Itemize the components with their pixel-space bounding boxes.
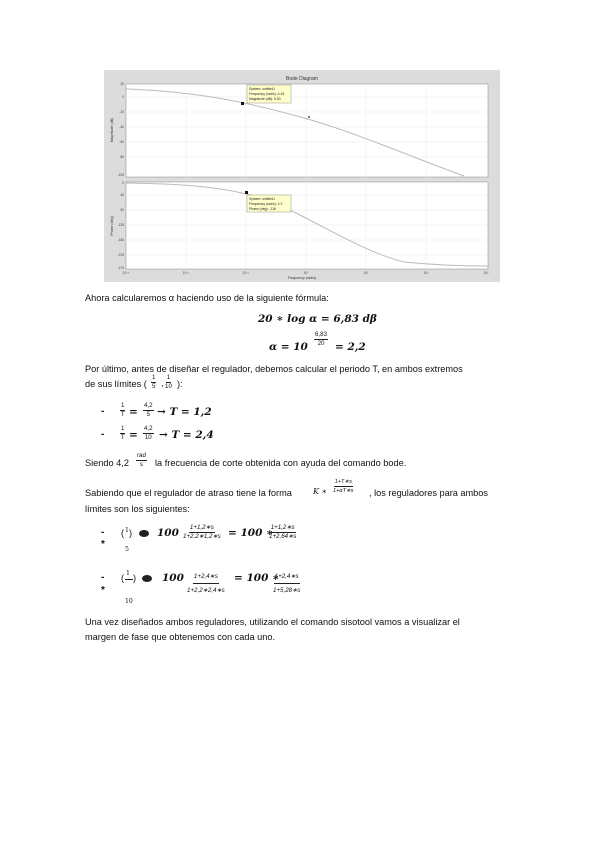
bode-figure [104, 70, 500, 282]
regulator-1-equation: - * ( 1 ) 5 100 $\frac{1+1,2∗s}{1+2,2∗1,2∗s}$ = 100 ∗ $\frac{1+1,2∗s}{1+2,64∗s}$ [101, 524, 297, 553]
svg-text:-180: -180 [117, 238, 124, 242]
paragraph-regulator-form: Sabiendo que el regulador de atraso tiene la forma K ∗ $\frac{1+T∗s}{1+\alpha T∗s}$ , los reguladores para ambos [85, 479, 488, 498]
svg-text:-225: -225 [117, 253, 124, 257]
svg-text:-80: -80 [119, 155, 124, 159]
x-axis-label: Frequency (rad/s) [287, 276, 317, 280]
magnitude-marker [241, 102, 244, 105]
phase-datatip [247, 195, 291, 212]
svg-text:-135: -135 [117, 223, 124, 227]
svg-text:-90: -90 [119, 208, 124, 212]
svg-text:10⁻³: 10⁻³ [122, 271, 130, 275]
svg-text:-60: -60 [119, 140, 124, 144]
svg-text:10⁻²: 10⁻² [182, 271, 190, 275]
regulator-2-equation: - * ( 1 ) 10 100 $\frac{1+2,4∗s}{1+2,2∗2,4∗s}$ = 100 ∗ $\frac{1+2,4∗s}{1+5,28∗s}$ [101, 570, 301, 605]
magnitude-axes [126, 84, 488, 177]
svg-text:-20: -20 [119, 110, 124, 114]
bode-plot [104, 70, 500, 282]
svg-text:-45: -45 [119, 193, 124, 197]
svg-text:Phase (deg): -116: Phase (deg): -116 [249, 207, 276, 211]
paragraph-sisotool-a: Una vez diseñados ambos reguladores, utilizando el comando sisotool vamos a visualizar el [85, 617, 460, 627]
paragraph-cutoff: Siendo 4,2 rad s la frecuencia de corte obtenida con ayuda del comando bode. [85, 452, 407, 468]
magnitude-datatip [247, 85, 291, 103]
paragraph-alpha-intro: Ahora calcularemos α haciendo uso de la siguiente fórmula: [85, 293, 329, 303]
svg-text:10¹: 10¹ [363, 271, 369, 275]
svg-text:10⁻¹: 10⁻¹ [242, 271, 250, 275]
svg-text:0: 0 [122, 181, 124, 185]
paragraph-sisotool-b: margen de fase que obtenemos con cada uno. [85, 632, 276, 642]
operator-icon [142, 575, 152, 582]
svg-text:-40: -40 [119, 125, 124, 129]
phase-axis-label: Phase (deg) [110, 216, 114, 236]
svg-text:0: 0 [122, 95, 124, 99]
svg-text:-100: -100 [117, 173, 124, 177]
svg-text:System: untitled1: System: untitled1 [249, 87, 276, 91]
svg-text:20: 20 [120, 82, 124, 86]
svg-text:Frequency (rad/s): 4.2: Frequency (rad/s): 4.2 [249, 202, 283, 206]
equation-log-alpha: 20 ∗ log α = 6,83 dβ [258, 313, 377, 325]
paragraph-period-a: Por último, antes de diseñar el regulador, debemos calcular el periodo T, en ambos extremos [85, 364, 463, 374]
equation-alpha-value: α = 10 $\frac{6,83}{20}$ = 2,2 [269, 331, 366, 353]
operator-icon [139, 530, 149, 537]
svg-text:10⁰: 10⁰ [303, 271, 309, 275]
svg-text:10²: 10² [423, 271, 429, 275]
svg-text:10³: 10³ [483, 271, 489, 275]
phase-marker [245, 191, 248, 194]
paragraph-regulator-limits: límites son los siguientes: [85, 504, 190, 514]
plot-title: Bode Diagram [286, 76, 318, 82]
svg-text:-270: -270 [117, 266, 124, 270]
svg-text:Magnitude (dB): 6.83: Magnitude (dB): 6.83 [249, 97, 281, 101]
magnitude-axis-label: Magnitude (dB) [110, 117, 114, 143]
paragraph-period-b: de sus límites ( $\frac{1}{5}$ , $\frac{1}{10}$ ): [85, 374, 183, 390]
bullet-period-2: - $\frac{1}{T}$ = $\frac{4,2}{10}$ → T = 2,4 [101, 425, 214, 441]
svg-text:Frequency (rad/s): 4.15: Frequency (rad/s): 4.15 [249, 92, 285, 96]
bullet-period-1: - $\frac{1}{T}$ = $\frac{4,2}{5}$ → T = 1,2 [101, 402, 212, 418]
svg-text:System: untitled1: System: untitled1 [249, 197, 276, 201]
